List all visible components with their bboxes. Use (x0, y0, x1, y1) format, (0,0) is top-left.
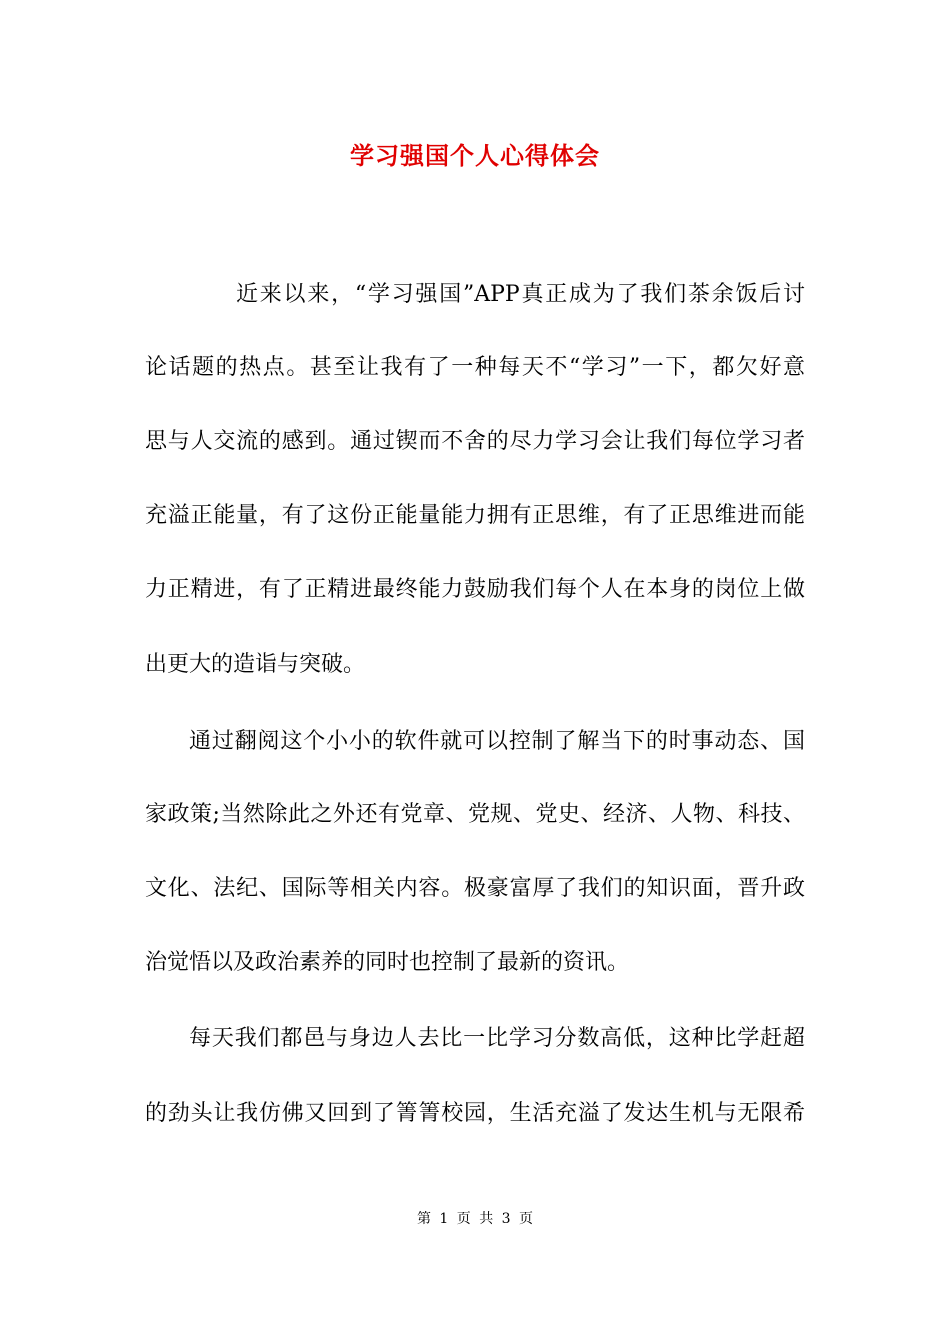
paragraph-1-line-6: 出更大的造诣与突破。 (145, 652, 366, 677)
document-title: 学习强国个人心得体会 (350, 141, 600, 170)
paragraph-1-line-5: 力正精进，有了正精进最终能力鼓励我们每个人在本身的岗位上做 (145, 577, 805, 602)
paragraph-2-line-1: 通过翻阅这个小小的软件就可以控制了解当下的时事动态、国 (189, 729, 805, 754)
page-footer: 第 1 页 共 3 页 (416, 1211, 534, 1227)
paragraph-1-line-3: 思与人交流的感到。通过锲而不舍的尽力学习会让我们每位学习者 (145, 429, 805, 454)
paragraph-2-line-2: 家政策;当然除此之外还有党章、党规、党史、经济、人物、科技、 (145, 802, 805, 827)
paragraph-1-line-1: 近来以来，“学习强国”APP真正成为了我们茶余饭后讨 (236, 282, 805, 307)
paragraph-3-line-2: 的劲头让我仿佛又回到了箐箐校园，生活充溢了发达生机与无限希 (145, 1101, 805, 1126)
paragraph-2-line-4: 治觉悟以及政治素养的同时也控制了最新的资讯。 (145, 950, 630, 975)
paragraph-1-line-2: 论话题的热点。甚至让我有了一种每天不“学习”一下，都欠好意 (145, 355, 805, 380)
paragraph-1-line-4: 充溢正能量，有了这份正能量能力拥有正思维，有了正思维进而能 (145, 503, 805, 528)
paragraph-2-line-3: 文化、法纪、国际等相关内容。极豪富厚了我们的知识面，晋升政 (145, 876, 805, 901)
paragraph-3-line-1: 每天我们都邑与身边人去比一比学习分数高低，这种比学赶超 (189, 1026, 805, 1051)
